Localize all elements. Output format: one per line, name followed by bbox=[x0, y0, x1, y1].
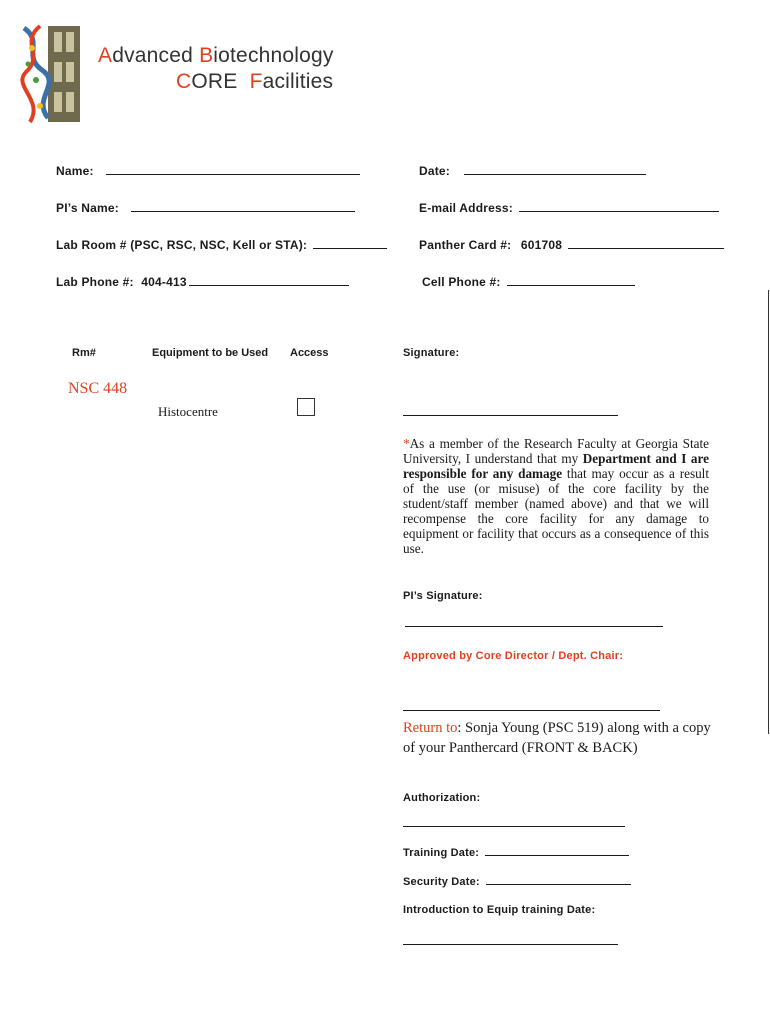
pi-name-label: PI’s Name: bbox=[56, 201, 119, 215]
agreement-text: that may occur as a result of the use (or misuse) of the core facility by the student/staff member (named above) and that we will recompense the core facility for any damage to equipment or facility that occurs as a consequence of this use. bbox=[403, 466, 709, 556]
cell-phone-label: Cell Phone #: bbox=[422, 275, 501, 289]
equipment-value: Histocentre bbox=[158, 404, 218, 419]
logo-initial-f: F bbox=[249, 70, 263, 93]
panther-card-value: 601708 bbox=[520, 238, 563, 252]
cell-phone-line[interactable] bbox=[507, 276, 635, 286]
security-date-field[interactable] bbox=[403, 875, 631, 888]
pi-name-field[interactable] bbox=[56, 201, 355, 215]
logo-text: acilities bbox=[262, 70, 334, 93]
pi-name-line[interactable] bbox=[131, 202, 355, 212]
logo-initial-c: C bbox=[176, 70, 192, 93]
email-label: E-mail Address: bbox=[419, 201, 513, 215]
name-field[interactable] bbox=[56, 164, 360, 178]
pi-signature-line[interactable] bbox=[405, 626, 663, 627]
date-field[interactable] bbox=[419, 164, 646, 178]
logo-text: iotechnology bbox=[213, 44, 334, 67]
access-checkbox[interactable] bbox=[297, 398, 315, 416]
return-to-detail: : Sonja Young (PSC 519) along with a copy of your Panthercard (FRONT & BACK) bbox=[403, 720, 711, 756]
lab-phone-line[interactable] bbox=[189, 276, 349, 286]
lab-room-label: Lab Room # (PSC, RSC, NSC, Kell or STA): bbox=[56, 238, 308, 252]
signature-label: Signature: bbox=[403, 347, 460, 359]
approved-signature-line[interactable] bbox=[403, 710, 660, 711]
panther-card-label: Panther Card #: bbox=[419, 238, 512, 252]
approved-label: Approved by Core Director / Dept. Chair: bbox=[403, 650, 624, 662]
intro-training-label: Introduction to Equip training Date: bbox=[403, 904, 596, 916]
agreement-paragraph bbox=[403, 436, 709, 556]
logo-text: dvanced bbox=[112, 44, 200, 67]
logo-title-line2 bbox=[176, 70, 333, 94]
lab-phone-value: 404-413 bbox=[141, 275, 187, 289]
logo-title-line1 bbox=[98, 44, 334, 68]
logo-initial-b: B bbox=[199, 44, 214, 67]
date-line[interactable] bbox=[464, 165, 646, 175]
training-date-field[interactable] bbox=[403, 846, 629, 859]
logo-initial-a: A bbox=[98, 44, 113, 67]
lab-room-field[interactable] bbox=[56, 238, 387, 252]
column-header-rm: Rm# bbox=[72, 347, 96, 359]
lab-room-line[interactable] bbox=[313, 239, 387, 249]
lab-phone-field[interactable] bbox=[56, 275, 349, 289]
signature-line[interactable] bbox=[403, 415, 618, 416]
logo-image bbox=[18, 18, 92, 130]
cell-phone-field[interactable] bbox=[422, 275, 635, 289]
email-line[interactable] bbox=[519, 202, 719, 212]
training-date-line[interactable] bbox=[485, 846, 629, 856]
logo-text: ORE bbox=[191, 70, 250, 93]
authorization-label: Authorization: bbox=[403, 792, 481, 804]
agreement-asterisk: * bbox=[403, 436, 410, 451]
name-label: Name: bbox=[56, 164, 94, 178]
page-edge-rule bbox=[768, 290, 769, 734]
return-to-text bbox=[403, 718, 713, 758]
security-date-label: Security Date: bbox=[403, 876, 480, 888]
intro-training-line[interactable] bbox=[403, 944, 618, 945]
security-date-line[interactable] bbox=[486, 875, 631, 885]
agreement-bold-text: Department and I are responsible for any damage bbox=[403, 451, 709, 481]
training-date-label: Training Date: bbox=[403, 847, 480, 859]
room-value: NSC 448 bbox=[68, 380, 128, 397]
return-to-label: Return to bbox=[403, 720, 458, 736]
email-field[interactable] bbox=[419, 201, 719, 215]
agreement-text: As a member of the Research Faculty at Georgia State University, I understand that my bbox=[403, 436, 709, 466]
panther-card-line[interactable] bbox=[568, 239, 724, 249]
authorization-line[interactable] bbox=[403, 826, 625, 827]
panther-card-field[interactable] bbox=[419, 238, 724, 252]
column-header-equipment: Equipment to be Used bbox=[152, 347, 269, 359]
name-line[interactable] bbox=[106, 165, 360, 175]
lab-phone-label: Lab Phone #: bbox=[56, 275, 134, 289]
date-label: Date: bbox=[419, 164, 451, 178]
column-header-access: Access bbox=[290, 347, 329, 359]
pi-signature-label: PI’s Signature: bbox=[403, 590, 483, 602]
